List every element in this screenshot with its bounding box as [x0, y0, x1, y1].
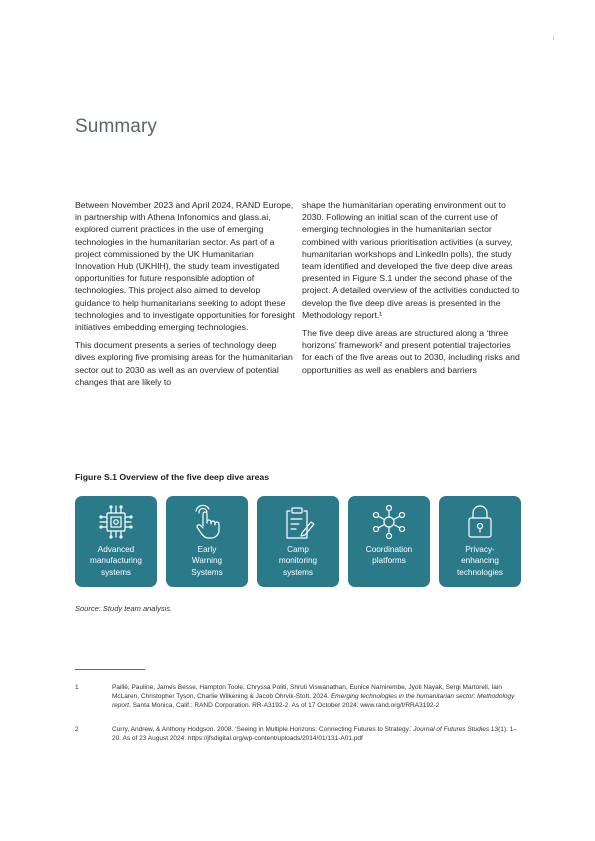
touch-hand-icon: [187, 502, 227, 542]
tile-label: Advanced manufacturing systems: [90, 545, 142, 577]
padlock-icon: [460, 502, 500, 542]
paragraph: Between November 2023 and April 2024, RAND Europe, in partnership with Athena Infonomics and glass.ai, explored current practices in the use of emerging technologies in the humanitarian sector. As part of a project commissioned by the UK Humanitarian Innovation Hub (UKHIH), the study team investigated opportunities for future responsible adoption of technologies. This project also aimed to develop guidance to help humanitarians seeking to adopt these technologies and to investigate opportunities for foresight initiatives embedding emerging technologies.: [75, 200, 295, 333]
page-number: i: [553, 36, 555, 42]
paragraph: The five deep dive areas are structured along a ‘three horizons’ framework² and present potential trajectories for each of the five areas out to 2030, including risks and opportunities as well as enablers and barriers: [302, 328, 520, 375]
tile-advanced-manufacturing: [75, 496, 157, 587]
tile-label: Privacy- enhancing technologies: [457, 545, 503, 577]
clipboard-pen-icon: [278, 502, 318, 542]
paragraph: shape the humanitarian operating environment out to 2030. Following an initial scan of the current use of emerging technologies in the humanitarian sector combined with various prioritisation activities (a survey, humanitarian workshops and LinkedIn polls), the study team identified and developed the five deep dive areas presented in Figure S.1 under the second phase of the project. A detailed overview of the activities conducted to develop the five deep dive areas is presented in the Methodology report.¹: [302, 200, 520, 320]
body-column-right: [302, 199, 522, 382]
tile-label: Coordination platforms: [365, 545, 413, 566]
tile-label: Camp monitoring systems: [278, 545, 318, 577]
footnote: [75, 684, 521, 710]
page-title: Summary: [75, 116, 157, 137]
footnote-details: 13(1): 1–20. As of 23 August 2024: https://jfsdigital.org/wp-content/uploads/2014/01/131-A01.pdf: [112, 726, 517, 742]
deep-dive-areas-figure: [75, 496, 521, 587]
footnote-number: 2: [75, 726, 79, 733]
footnote-divider: [75, 669, 145, 670]
paragraph: This document presents a series of technology deep dives exploring five promising areas for the humanitarian sector out to 2030 as well as an overview of potential changes that are likely to: [75, 340, 293, 387]
tile-label: Early Warning Systems: [191, 545, 223, 577]
footnote-number: 1: [75, 684, 79, 691]
body-column-left: [75, 199, 295, 394]
footnote-authors: Curry, Andrew, & Anthony Hodgson. 2008. ‘Seeing in Multiple Horizons: Connecting Futures to Strategy.’: [112, 726, 412, 733]
tile-camp-monitoring: [257, 496, 339, 587]
footnote-details: . Santa Monica, Calif.: RAND Corporation. RR-A3192-2. As of 17 October 2024: www.rand.org/t/RRA3192-2: [128, 701, 440, 709]
footnote-title: Journal of Futures Studies: [413, 726, 490, 733]
footnote: [75, 726, 521, 744]
tile-early-warning: [166, 496, 248, 587]
tile-coordination-platforms: [348, 496, 430, 587]
footnote-authors: Paillé, Pauline, James Besse, Hampton Toole, Chryssa Politi, Shruti Viswanathan, Eunice Namirembe, Jyoti Nayak, Sergi Martorell, Iain McLaren, Christopher Tyson, Charlie Wilkening & Jacob Ohrvik-Stott. 2024.: [112, 684, 502, 700]
footnote-title: Emerging technologies in the humanitarian sector: Methodology report: [112, 692, 515, 709]
network-icon: [369, 502, 409, 542]
chip-icon: [96, 502, 136, 542]
figure-source: Source: Study team analysis.: [75, 604, 173, 613]
tile-privacy-enhancing: [439, 496, 521, 587]
figure-caption: Figure S.1 Overview of the five deep dive areas: [75, 472, 270, 482]
